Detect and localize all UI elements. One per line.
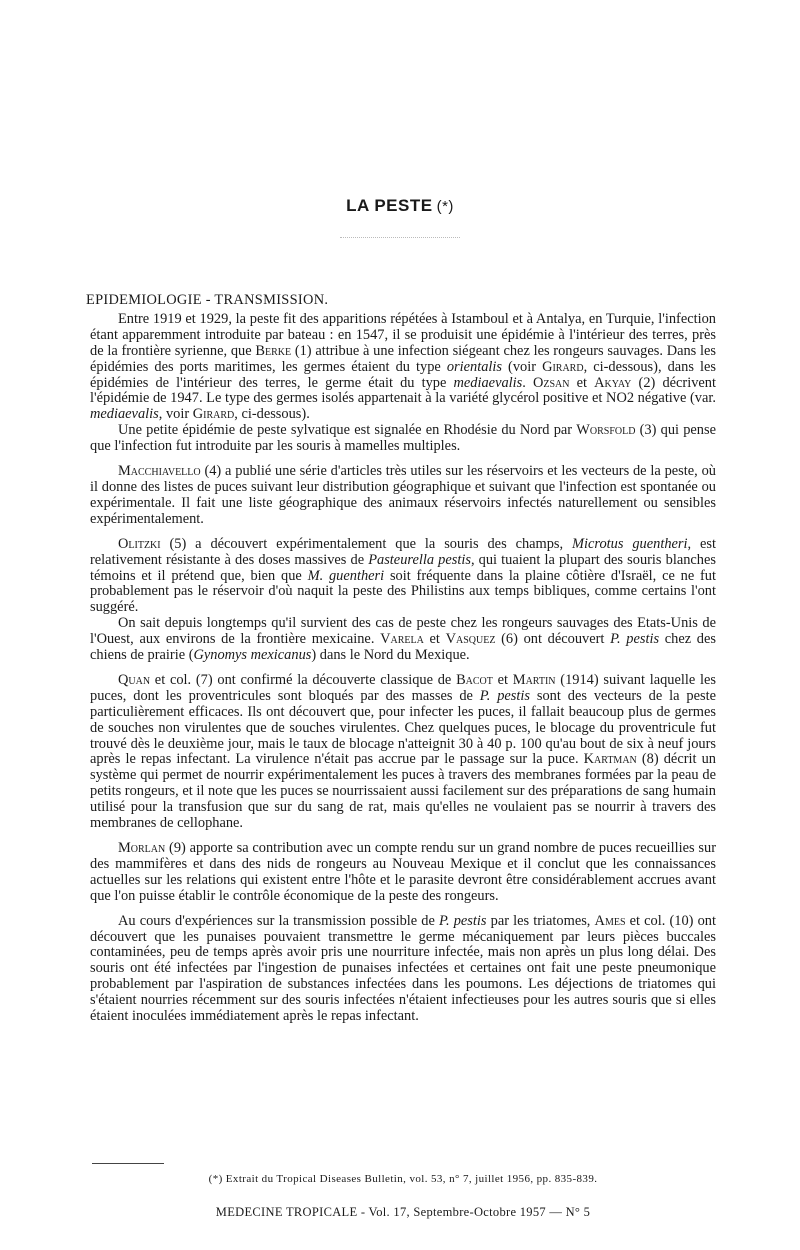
title-underline (340, 237, 460, 238)
author-name: Akyay (594, 374, 632, 391)
text-run: , ci-dessous). (234, 406, 310, 423)
author-name: Girard (542, 358, 584, 375)
paragraph (90, 673, 716, 832)
italic-term: Microtus guentheri (572, 535, 688, 552)
text-run: , ci-dessous), dans les épidémies de l'intérieur des terres, le germe était du type (90, 358, 716, 391)
author-name: Macchiavello (118, 463, 201, 480)
text-run: et (423, 631, 446, 648)
footnote: (*) Extrait du Tropical Diseases Bulletin, vol. 53, n° 7, juillet 1956, pp. 835-839. (208, 1173, 598, 1185)
text-run: (6) ont découvert (495, 631, 611, 648)
text-run: (1914) suivant laquelle les puces, dont les proventricules sont bloqués par des masses de (90, 671, 716, 704)
section-heading: EPIDEMIOLOGIE - TRANSMISSION. (86, 292, 329, 308)
text-run: (voir (502, 358, 543, 375)
italic-term: M. guentheri (307, 567, 385, 584)
author-name: Olitzki (118, 535, 161, 552)
text-run: (3) qui pense que l'infection fut introduite par les souris à mamelles multiples. (90, 422, 716, 455)
text-run: et (569, 374, 595, 391)
author-name: Berke (255, 342, 292, 359)
text-run: et col. (7) ont confirmé la découverte classique de (150, 671, 457, 688)
paragraph (90, 537, 716, 617)
author-name: Kartman (583, 751, 637, 768)
text-run: et col. (10) ont découvert que les punaises pouvaient transmettre le germe mécaniquement par leurs pièces buccales contaminées, peu de temps après avoir pris une nourriture infectée, mais non après un plus long délai. Des souris ont été infectées par l'ingestion de punaises infectées et certaines ont fait une peste pneumonique probablement par l'aspiration de substances infectées dans les poumons. Les déjections de triatomes qui s'étaient nourries récemment sur des souris infectées n'étaient infectieuses pour les autres souris que si elles étaient inoculées immédiatement après le repas infectant. (90, 912, 716, 1025)
italic-term: P. pestis (479, 687, 530, 704)
paragraph (90, 464, 716, 528)
paragraph-list (90, 312, 716, 1025)
author-name: Quan (118, 671, 151, 688)
text-run: On sait depuis longtemps qu'il survient des cas de peste chez les rongeurs sauvages des Etats-Unis de l'Ouest, aux environs de la frontière mexicaine. (90, 615, 716, 648)
author-name: Martin (512, 671, 556, 688)
paragraph (90, 616, 716, 664)
text-run: , qui tuaient la plupart des souris blanches témoins et il prétend que, bien que (90, 551, 716, 584)
author-name: Varela (380, 631, 424, 648)
page-title (0, 196, 800, 216)
title-text: LA PESTE (346, 196, 433, 215)
text-run: et (492, 671, 513, 688)
text-run: (5) a découvert expérimentalement que la souris des champs, (160, 535, 573, 552)
footnote-rule (92, 1163, 164, 1164)
author-name: Girard (192, 406, 235, 423)
text-run: par les triatomes, (486, 912, 595, 929)
text-run: ) dans le Nord du Mexique. (311, 647, 470, 664)
text-run: (9) apporte sa contribution avec un compte rendu sur un grand nombre de puces recueillies sur des mammifères et dans des nids de rongeurs au Nouveau Mexique et il conclut que les connaissances actuelles sur les relations qui existent entre l'hôte et le parasite devront être considérablement accrues avant que l'on puisse établir le contrôle économique de la peste des rongeurs. (90, 840, 716, 904)
author-name: Bacot (456, 671, 493, 688)
text-run: Au cours d'expériences sur la transmission possible de (118, 912, 440, 929)
text-run: (2) décrivent l'épidémie de 1947. Le type des germes isolés appartenait à la variété glycérol positive et NO2 négative (var. (90, 374, 716, 407)
author-name: Vasquez (445, 631, 496, 648)
italic-term: Pasteurella pestis (368, 551, 471, 568)
author-name: Ozsan (533, 374, 570, 391)
author-name: Ames (594, 912, 626, 929)
paragraph (90, 312, 716, 423)
italic-term: P. pestis (610, 631, 660, 648)
italic-term: orientalis (446, 358, 503, 375)
text-run: Une petite épidémie de peste sylvatique est signalée en Rhodésie du Nord par (118, 422, 577, 439)
author-name: Worsfold (576, 422, 636, 439)
text-run: (1) attribue à une infection siégeant chez les rongeurs sauvages. Dans les épidémies des ports maritimes, les germes étaient du type (90, 342, 716, 375)
text-run: soit fréquente dans la plaine côtière d'Israël, ce ne fut probablement pas le réservoir d'où naquit la peste des Philistins aux temps bibliques, comme certains l'ont suggéré. (90, 567, 716, 616)
text-run: (8) décrit un système qui permet de nourrir expérimentalement les puces à travers des membranes formées par la peau de petits rongeurs, et il note que les puces se nourrissaient aussi facilement sur des préparations de sang humain utilisé pour la transfusion que sur du sang de rat, mais qu'elles ne voulaient pas se nourrir à travers des membranes de cellophane. (90, 751, 716, 832)
italic-term: mediaevalis (453, 374, 523, 391)
text-run: Entre 1919 et 1929, la peste fit des apparitions répétées à Istamboul et à Antalya, en Turquie, l'infection étant apparemment introduite par bateau : en 1547, il se produisit une épidémie à l'intérieur des terres, près de la frontière syrienne, que (90, 310, 716, 359)
journal-footer: MEDECINE TROPICALE - Vol. 17, Septembre-Octobre 1957 — N° 5 (215, 1205, 591, 1219)
italic-term: mediaevalis (90, 406, 159, 423)
italic-term: P. pestis (439, 912, 487, 929)
text-run: (4) a publié une série d'articles très utiles sur les réservoirs et les vecteurs de la peste, où il donne des listes de puces suivant leur distribution géographique et suivant que l'infection est spontanée ou expérimentale. Il fait une liste géographique des animaux réservoirs infectés naturellement ou sensibles expérimentalement. (90, 463, 716, 527)
italic-term: Gynomys mexicanus (193, 647, 312, 664)
paragraph (90, 841, 716, 905)
text-run: , est relativement résistante à des doses massives de (90, 535, 716, 568)
text-run: sont des vecteurs de la peste particulièrement efficaces. Ils ont découvert que, pour infecter les puces, il fallait beaucoup plus de germes de souches non virulentes que de souches virulentes. Chez quelques puces, le blocage du proventricule fut trouvé dès le deuxième jour, mais le taux de blocage n'atteignit 30 à 40 p. 100 qu'au bout de six à neuf jours après le repas infectant. La virulence n'était pas accrue par le passage sur la puce. (90, 687, 716, 768)
article-body (86, 292, 716, 1025)
text-run: , voir (158, 406, 193, 423)
text-run: . (522, 374, 533, 391)
text-run: chez des chiens de prairie ( (90, 631, 716, 664)
paragraph (90, 914, 716, 1025)
title-footnote-ref: (*) (436, 198, 454, 215)
paragraph (90, 423, 716, 455)
author-name: Morlan (118, 840, 166, 856)
